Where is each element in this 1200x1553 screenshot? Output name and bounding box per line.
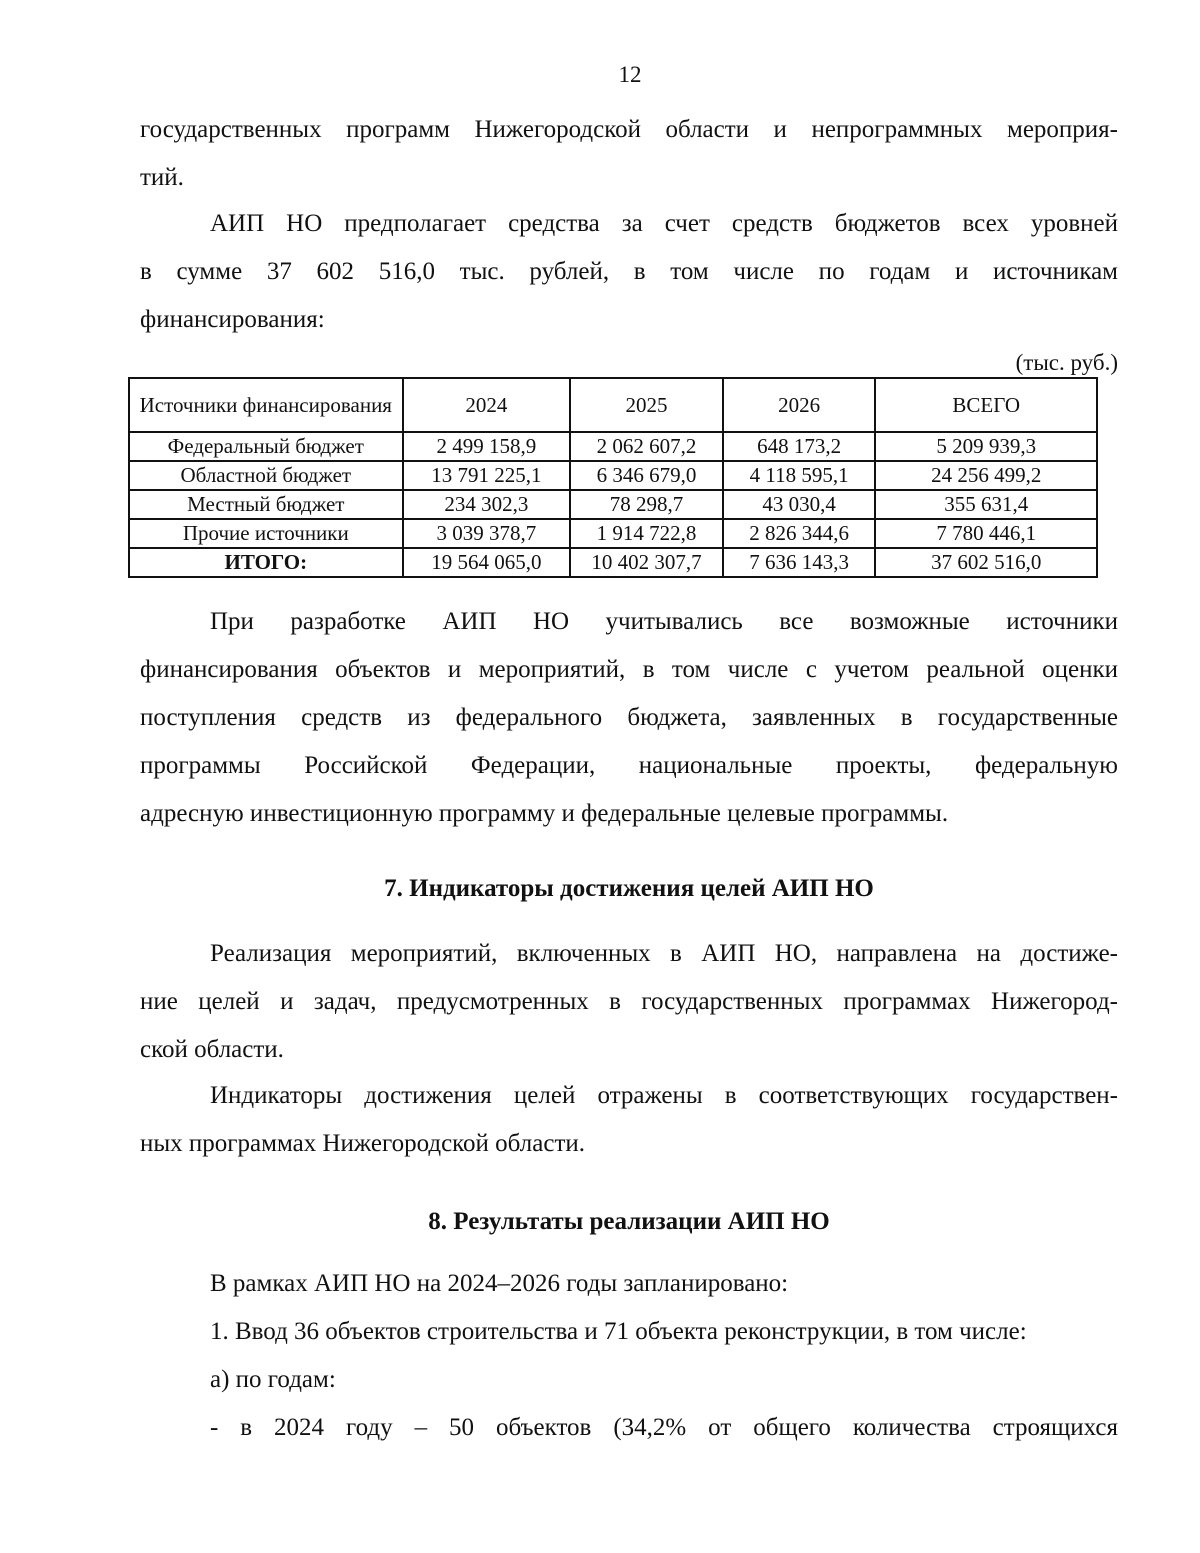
text-line: ние целей и задач, предусмотренных в государственных программах Нижегород-	[140, 988, 1118, 1015]
text-line: государственных программ Нижегородской области и непрограммных мероприя-	[140, 116, 1118, 143]
table-cell: 648 173,2	[723, 432, 876, 461]
table-cell: 4 118 595,1	[723, 461, 876, 490]
section-7-paragraph-1	[140, 930, 1118, 1074]
financing-table	[128, 377, 1098, 578]
section-7-heading: 7. Индикаторы достижения целей АИП НО	[384, 875, 874, 902]
column-header: ВСЕГО	[875, 378, 1097, 432]
table-cell: 3 039 378,7	[403, 519, 571, 548]
intro-paragraph	[140, 106, 1118, 202]
text-line: АИП НО предполагает средства за счет средств бюджетов всех уровней	[210, 210, 1118, 237]
table-cell: 6 346 679,0	[570, 461, 723, 490]
text-line: 1. Ввод 36 объектов строительства и 71 объекта реконструкции, в том числе:	[210, 1318, 1027, 1345]
development-paragraph	[140, 598, 1118, 838]
page-number: 12	[618, 62, 642, 87]
table-cell: 24 256 499,2	[875, 461, 1097, 490]
text-line: финансирования:	[140, 306, 325, 333]
table-total-row	[129, 548, 1097, 577]
text-line: Индикаторы достижения целей отражены в соответствующих государствен-	[210, 1082, 1118, 1109]
table-cell: Местный бюджет	[129, 490, 403, 519]
text-line: ской области.	[140, 1036, 284, 1063]
table-cell: 2 499 158,9	[403, 432, 571, 461]
text-line: В рамках АИП НО на 2024–2026 годы запланировано:	[210, 1270, 789, 1297]
table-cell: ИТОГО:	[129, 548, 403, 577]
table-cell: 1 914 722,8	[570, 519, 723, 548]
text-line: При разработке АИП НО учитывались все возможные источники	[210, 608, 1118, 635]
table-cell: 19 564 065,0	[403, 548, 571, 577]
table-cell: 5 209 939,3	[875, 432, 1097, 461]
text-line: поступления средств из федерального бюджета, заявленных в государственные	[140, 704, 1118, 731]
table-cell: 2 062 607,2	[570, 432, 723, 461]
text-line: Реализация мероприятий, включенных в АИП НО, направлена на достиже-	[210, 940, 1118, 967]
table-cell: 10 402 307,7	[570, 548, 723, 577]
table-row	[129, 461, 1097, 490]
table-units-label: (тыс. руб.)	[1015, 350, 1118, 375]
column-header: 2026	[723, 378, 876, 432]
text-line: программы Российской Федерации, национальные проекты, федеральную	[140, 752, 1118, 779]
table-cell: Прочие источники	[129, 519, 403, 548]
table-cell: 355 631,4	[875, 490, 1097, 519]
table-cell: 78 298,7	[570, 490, 723, 519]
text-line: - в 2024 году – 50 объектов (34,2% от общего количества строящихся	[210, 1414, 1118, 1441]
column-header: 2025	[570, 378, 723, 432]
text-line: финансирования объектов и мероприятий, в том числе с учетом реальной оценки	[140, 656, 1118, 683]
table-cell: 43 030,4	[723, 490, 876, 519]
text-line: адресную инвестиционную программу и федеральные целевые программы.	[140, 800, 949, 827]
table-cell: Областной бюджет	[129, 461, 403, 490]
table-cell: 13 791 225,1	[403, 461, 571, 490]
section-8-paragraph	[140, 1260, 1118, 1452]
table-cell: 2 826 344,6	[723, 519, 876, 548]
text-line: в сумме 37 602 516,0 тыс. рублей, в том числе по годам и источникам	[140, 258, 1118, 285]
table-cell: 234 302,3	[403, 490, 571, 519]
text-line: тий.	[140, 164, 184, 191]
table-row	[129, 490, 1097, 519]
table-cell: 37 602 516,0	[875, 548, 1097, 577]
funding-paragraph	[140, 200, 1118, 344]
table-row	[129, 519, 1097, 548]
text-line: ных программах Нижегородской области.	[140, 1130, 585, 1157]
column-header: 2024	[403, 378, 571, 432]
table-cell: 7 780 446,1	[875, 519, 1097, 548]
section-8-heading: 8. Результаты реализации АИП НО	[428, 1208, 830, 1235]
text-line: а) по годам:	[210, 1366, 336, 1393]
table-header-row	[129, 378, 1097, 432]
section-7-paragraph-2	[140, 1072, 1118, 1168]
table-row	[129, 432, 1097, 461]
table-cell: Федеральный бюджет	[129, 432, 403, 461]
column-header: Источники финансирования	[129, 378, 403, 432]
table-cell: 7 636 143,3	[723, 548, 876, 577]
